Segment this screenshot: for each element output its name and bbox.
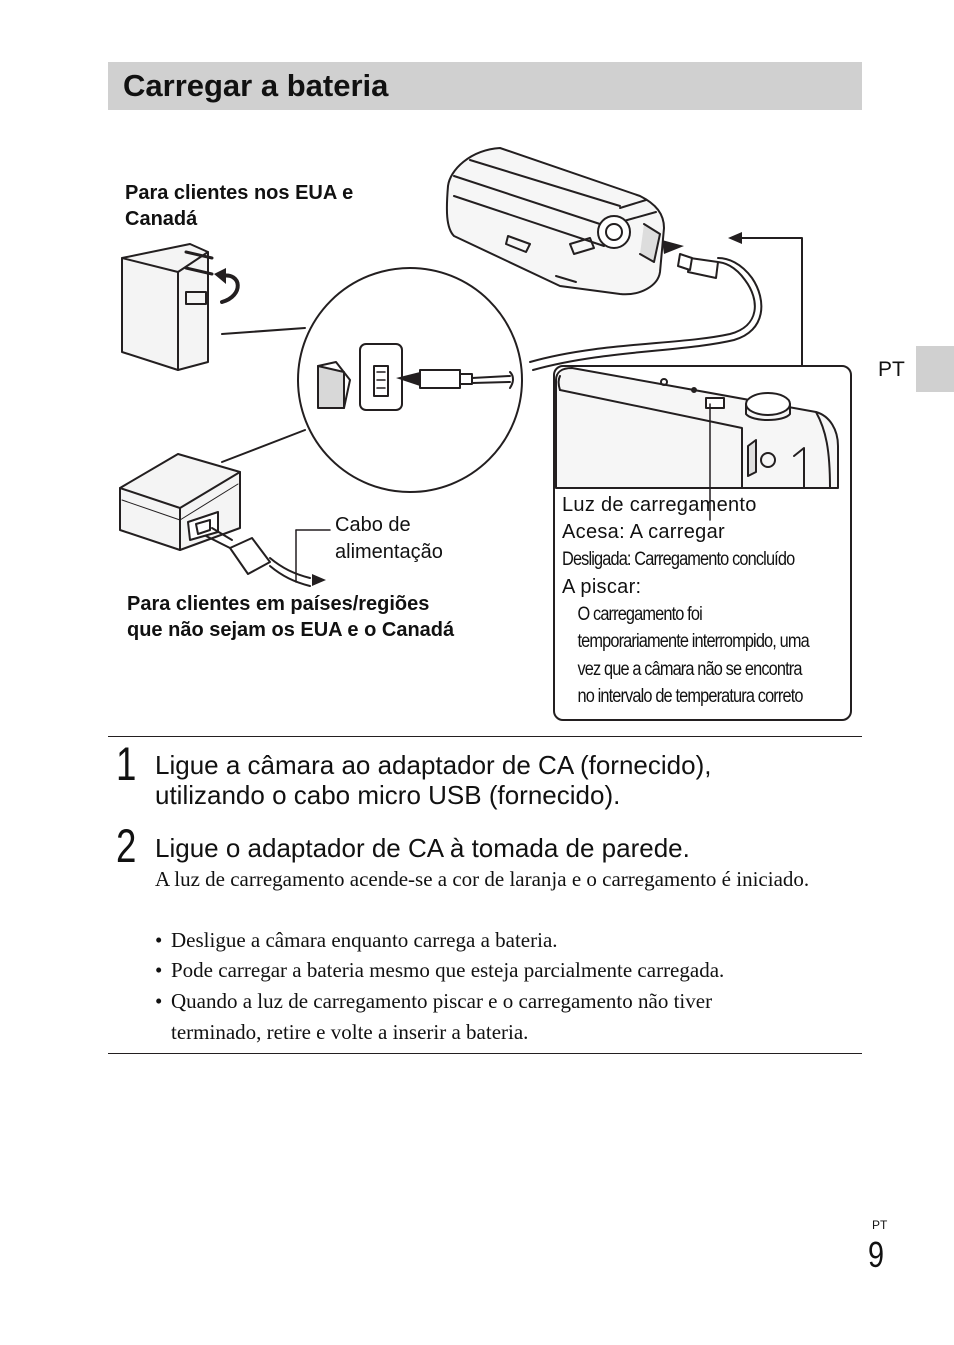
label-other-regions-line: Para clientes em países/regiões [127, 593, 430, 615]
charge-lamp-blinking-detail: vez que a câmara não se encontra [577, 658, 802, 680]
camera-icon [447, 148, 664, 294]
label-us-canada-line: Canadá [125, 208, 198, 230]
step-2-body: A luz de carregamento acende-se a cor de laranja e o carregamento é iniciado. [155, 867, 810, 891]
charge-lamp-lit: Acesa: A carregar [562, 521, 725, 543]
step-2-text [155, 833, 690, 863]
zoom-bubble [222, 268, 522, 492]
label-power-cord-line: Cabo de [335, 514, 411, 536]
label-other-regions [127, 591, 454, 643]
intl-ac-adapter-icon [120, 454, 240, 550]
bullet-text: Pode carregar a bateria mesmo que esteja parcialmente carregada. [171, 958, 725, 982]
label-power-cord-line: alimentação [335, 541, 443, 563]
bullet-item [155, 986, 805, 1047]
bullet-dot: • [155, 989, 163, 1013]
step-1-number: 1 [116, 737, 137, 790]
charge-lamp-blinking: A piscar: [562, 575, 642, 598]
step-1-line: Ligue a câmara ao adaptador de CA (fornecido), [155, 750, 712, 780]
label-power-cord [335, 512, 443, 566]
bullet-item [155, 925, 845, 956]
step-2-number: 2 [116, 819, 137, 872]
section-rule-top [108, 736, 862, 737]
rotate-arrow-icon [214, 268, 238, 302]
charge-lamp-blinking-detail: no intervalo de temperatura correto [577, 686, 803, 707]
label-us-canada [125, 180, 353, 232]
step-1-text [155, 750, 711, 810]
page-number: 9 [868, 1234, 885, 1275]
charge-lamp-blinking-detail: temporariamente interrompido, uma [577, 631, 809, 652]
bullet-dot: • [155, 958, 163, 982]
label-other-regions-line: que não sejam os EUA e o Canadá [127, 619, 455, 641]
label-us-canada-line: Para clientes nos EUA e [125, 182, 354, 204]
us-ac-adapter-icon [122, 244, 212, 370]
power-cord-icon [206, 528, 330, 586]
section-rule-bottom [108, 1053, 862, 1054]
charge-lamp-info-text [562, 492, 852, 711]
bullet-dot: • [155, 928, 163, 952]
charge-lamp-blinking-detail: O carregamento foi [577, 603, 702, 625]
callout-arrow-icon [728, 232, 802, 366]
camera-closeup-icon [556, 368, 838, 488]
charge-lamp-off: Desligada: Carregamento concluído [562, 549, 795, 570]
insert-arrow-icon [662, 240, 684, 254]
bullet-text: Desligue a câmara enquanto carrega a bateria. [171, 928, 558, 952]
charge-lamp-title: Luz de carregamento [562, 494, 757, 516]
bullet-item [155, 955, 845, 986]
language-tab-label: PT [878, 358, 905, 381]
page-title: Carregar a bateria [123, 68, 389, 103]
step-1-line: utilizando o cabo micro USB (fornecido). [155, 780, 621, 810]
page-language-code: PT [872, 1218, 888, 1232]
bullet-text: Quando a luz de carregamento piscar e o carregamento não tiver terminado, retire e volte a inserir a bateria. [171, 989, 713, 1044]
step-2-line: Ligue o adaptador de CA à tomada de parede. [155, 833, 690, 863]
